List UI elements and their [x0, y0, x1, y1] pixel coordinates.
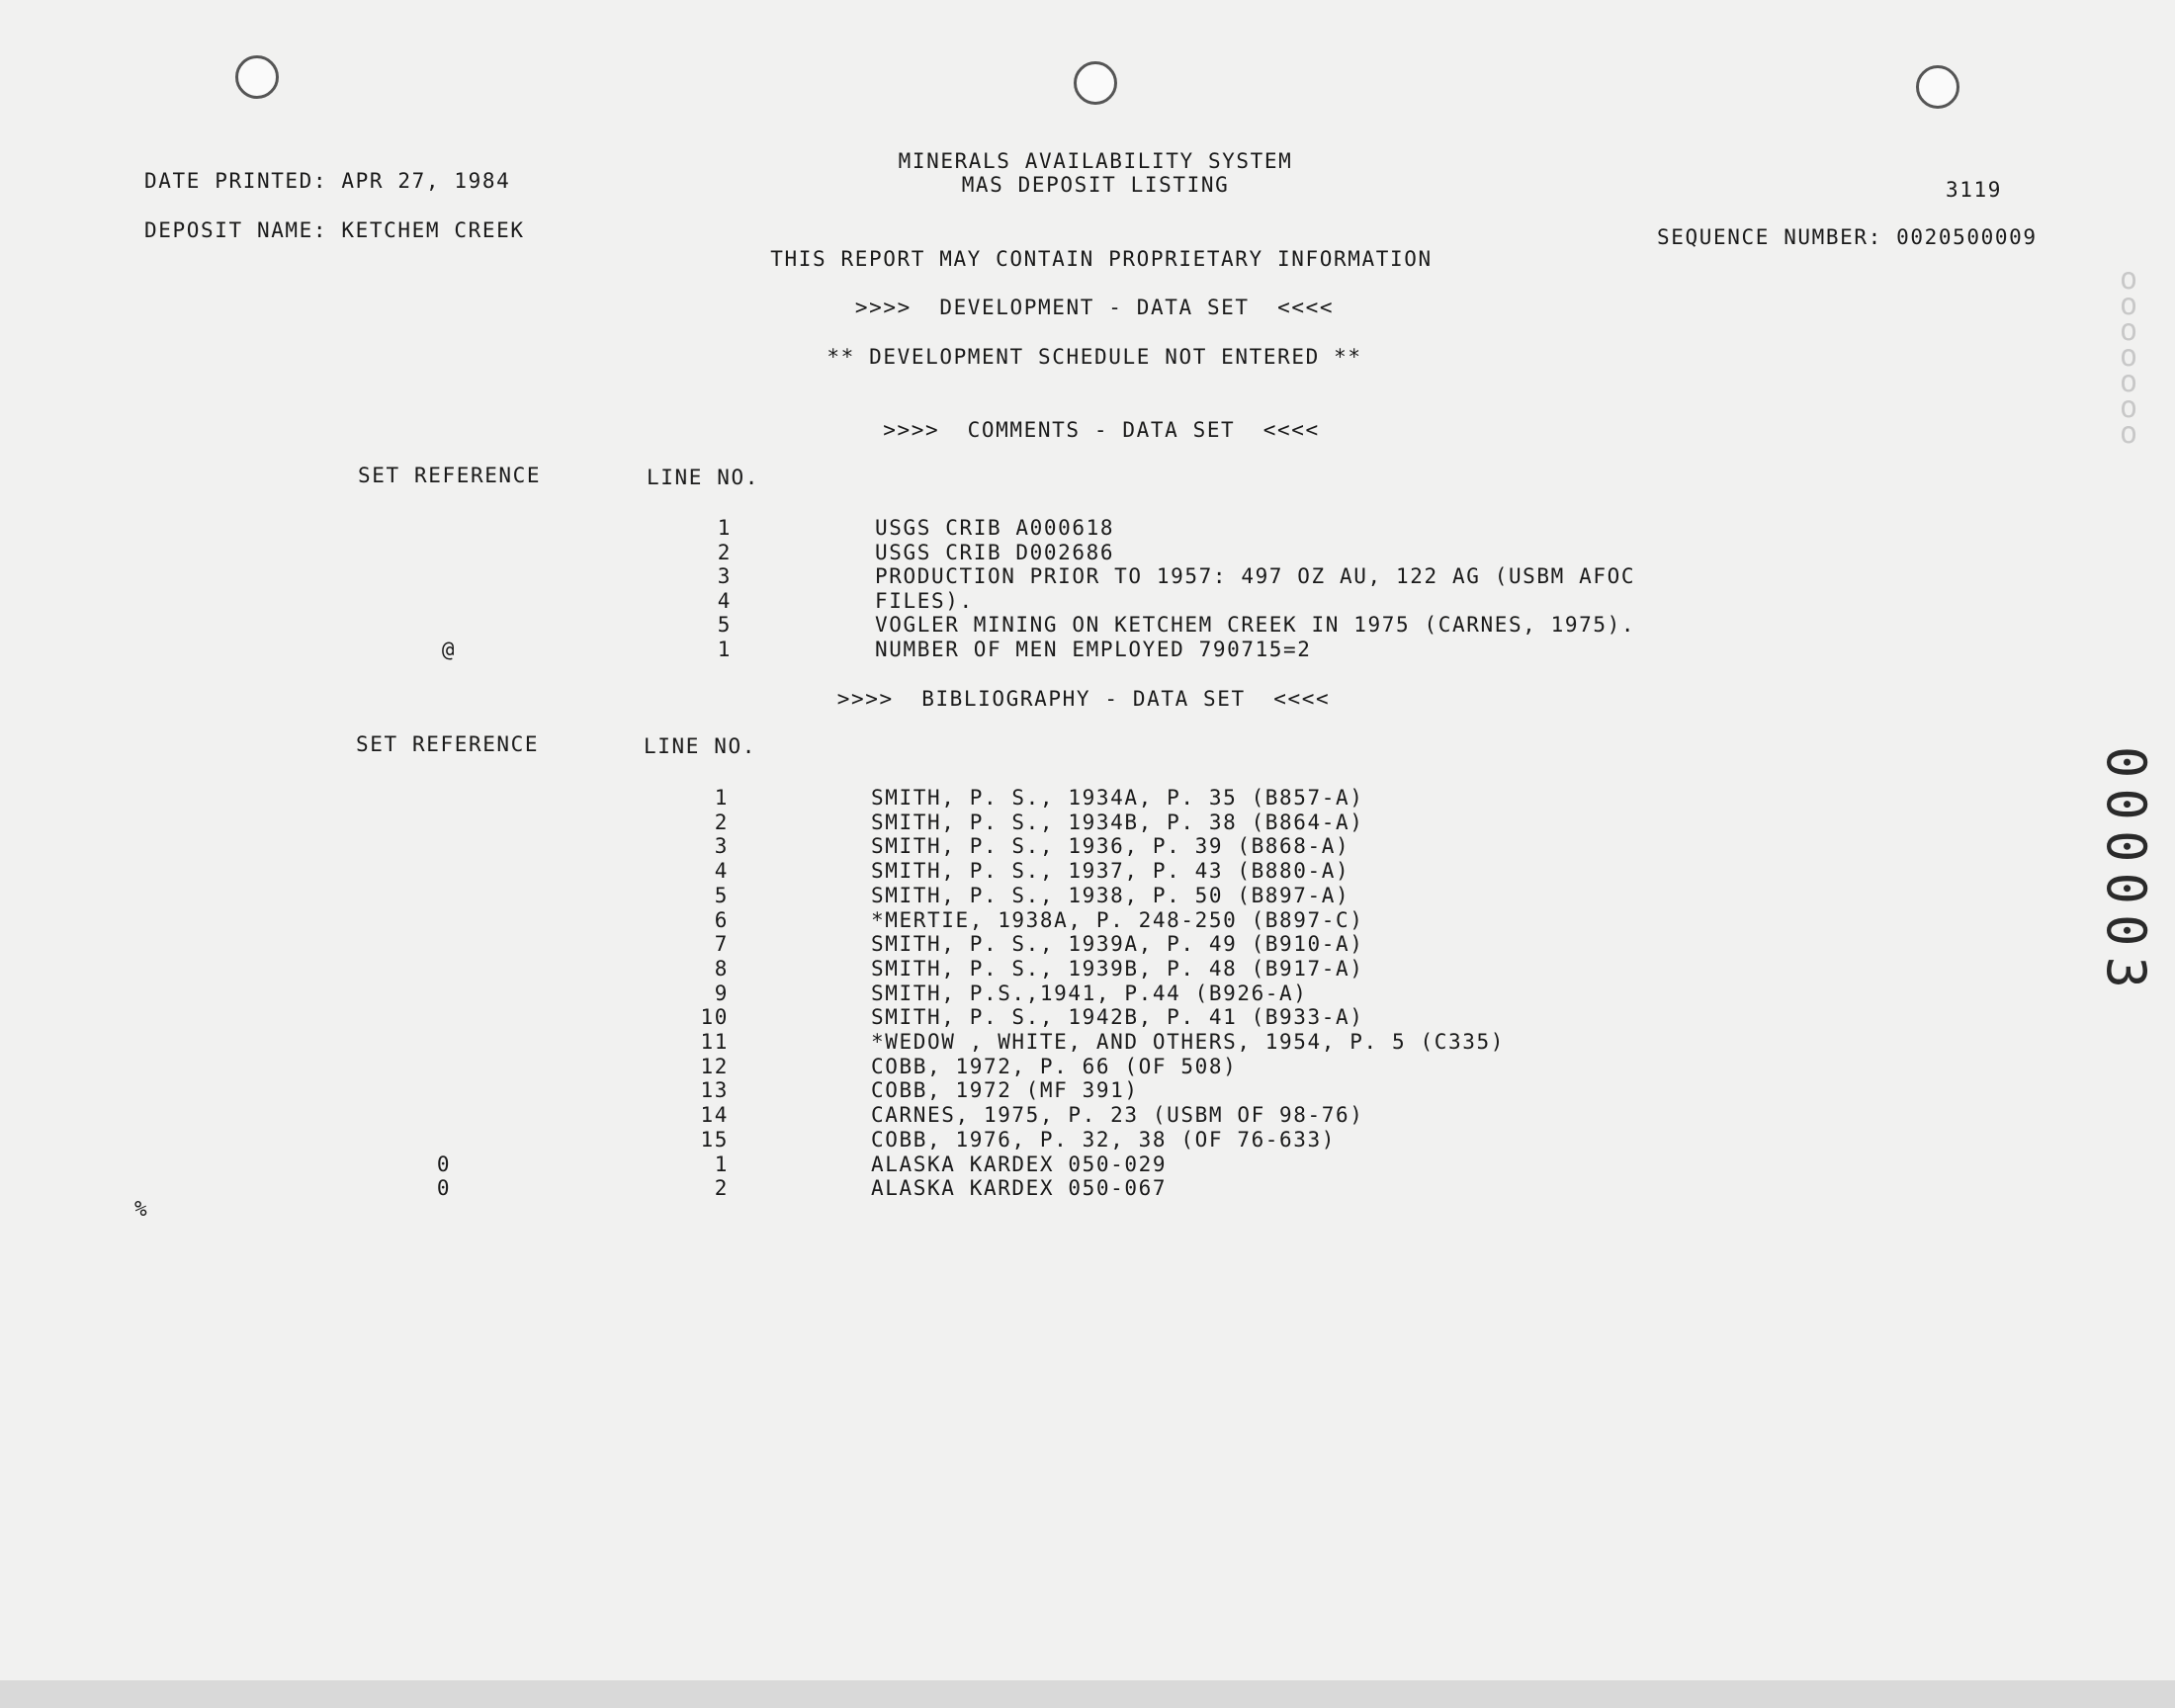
development-heading: >>>> DEVELOPMENT - DATA SET <<<< [854, 296, 1335, 319]
margin-bleedthrough: o o o o o o o [2119, 262, 2138, 451]
entry-text-cell: *WEDOW , WHITE, AND OTHERS, 1954, P. 5 (C335) [871, 1030, 1505, 1054]
line-number-cell: 6 [714, 907, 729, 932]
deposit-name: DEPOSIT NAME: KETCHEM CREEK [144, 218, 525, 242]
punch-hole-center [1074, 61, 1117, 105]
entry-text-cell: FILES). [875, 588, 974, 613]
bibliography-row [0, 834, 1681, 858]
entry-text-cell: PRODUCTION PRIOR TO 1957: 497 OZ AU, 122 AG (USBM AFOC [875, 564, 1636, 589]
line-number-cell: 1 [717, 516, 732, 540]
bibliography-row [0, 982, 1681, 1005]
bibliography-col-line-no: LINE NO. [644, 734, 756, 758]
line-number-cell: 3 [717, 564, 732, 589]
bibliography-row [0, 1055, 1681, 1078]
entry-text-cell: *MERTIE, 1938A, P. 248-250 (B897-C) [871, 907, 1364, 932]
bibliography-row [0, 908, 1681, 932]
bibliography-row [0, 957, 1681, 981]
comments-row [0, 541, 1681, 564]
line-number-cell: 2 [714, 810, 729, 834]
line-number-cell: 8 [714, 956, 729, 981]
entry-text-cell: SMITH, P.S.,1941, P.44 (B926-A) [871, 981, 1308, 1005]
page-number: 3119 [1946, 178, 2002, 202]
comments-row [0, 589, 1681, 613]
comments-heading: >>>> COMMENTS - DATA SET <<<< [883, 418, 1320, 442]
entry-text-cell: SMITH, P. S., 1942B, P. 41 (B933-A) [871, 1005, 1364, 1030]
bibliography-row [0, 1153, 1681, 1176]
line-number-cell: 2 [714, 1176, 729, 1201]
bibliography-row [0, 1030, 1681, 1054]
set-reference-cell: @ [441, 638, 457, 661]
bibliography-row [0, 1005, 1681, 1029]
development-note: ** DEVELOPMENT SCHEDULE NOT ENTERED ** [826, 345, 1362, 369]
entry-text-cell: ALASKA KARDEX 050-029 [871, 1152, 1168, 1176]
entry-text-cell: COBB, 1972 (MF 391) [871, 1078, 1139, 1103]
line-number-cell: 4 [714, 859, 729, 884]
line-number-cell: 13 [700, 1078, 729, 1103]
entry-text-cell: NUMBER OF MEN EMPLOYED 790715=2 [875, 638, 1312, 661]
bibliography-row [0, 811, 1681, 834]
comments-row [0, 638, 1681, 661]
bibliography-row [0, 1128, 1681, 1152]
bibliography-heading: >>>> BIBLIOGRAPHY - DATA SET <<<< [836, 687, 1331, 711]
line-number-cell: 5 [714, 883, 729, 907]
line-number-cell: 11 [700, 1030, 729, 1054]
line-number-cell: 1 [714, 786, 729, 810]
bibliography-row [0, 859, 1681, 883]
line-number-cell: 5 [717, 613, 732, 638]
entry-text-cell: COBB, 1972, P. 66 (OF 508) [871, 1054, 1238, 1078]
bibliography-row [0, 932, 1681, 956]
line-number-cell: 3 [714, 834, 729, 859]
line-number-cell: 12 [700, 1054, 729, 1078]
end-of-listing-mark: % [134, 1197, 149, 1221]
entry-text-cell: SMITH, P. S., 1939B, P. 48 (B917-A) [871, 956, 1364, 981]
comments-row [0, 613, 1681, 637]
line-number-cell: 1 [717, 638, 732, 661]
line-number-cell: 9 [714, 981, 729, 1005]
line-number-cell: 1 [714, 1152, 729, 1176]
entry-text-cell: SMITH, P. S., 1939A, P. 49 (B910-A) [871, 932, 1364, 957]
entry-text-cell: CARNES, 1975, P. 23 (USBM OF 98-76) [871, 1103, 1364, 1128]
bibliography-row [0, 786, 1681, 810]
line-number-cell: 14 [700, 1103, 729, 1128]
entry-text-cell: SMITH, P. S., 1934B, P. 38 (B864-A) [871, 810, 1364, 834]
sequence-number: SEQUENCE NUMBER: 0020500009 [1657, 225, 2038, 249]
comments-col-set-reference: SET REFERENCE [358, 464, 542, 487]
bibliography-row [0, 884, 1681, 907]
proprietary-notice: THIS REPORT MAY CONTAIN PROPRIETARY INFORMATION [770, 247, 1433, 271]
bibliography-row [0, 1078, 1681, 1102]
bibliography-row [0, 1176, 1681, 1200]
comments-row [0, 516, 1681, 540]
entry-text-cell: USGS CRIB D002686 [875, 540, 1115, 564]
punch-hole-left [235, 55, 279, 99]
set-reference-cell: 0 [436, 1176, 452, 1201]
entry-text-cell: VOGLER MINING ON KETCHEM CREEK IN 1975 (CARNES, 1975). [875, 613, 1636, 638]
entry-text-cell: SMITH, P. S., 1937, P. 43 (B880-A) [871, 859, 1350, 884]
set-reference-cell: 0 [436, 1152, 452, 1176]
entry-text-cell: SMITH, P. S., 1934A, P. 35 (B857-A) [871, 786, 1364, 810]
entry-text-cell: ALASKA KARDEX 050-067 [871, 1176, 1168, 1201]
date-printed: DATE PRINTED: APR 27, 1984 [144, 169, 511, 193]
listing-title: MAS DEPOSIT LISTING [961, 173, 1230, 197]
punch-hole-right [1916, 65, 1959, 109]
bibliography-row [0, 1103, 1681, 1127]
margin-stamp-number: 000003 [2095, 745, 2157, 998]
entry-text-cell: COBB, 1976, P. 32, 38 (OF 76-633) [871, 1127, 1337, 1152]
line-number-cell: 10 [700, 1005, 729, 1030]
line-number-cell: 2 [717, 540, 732, 564]
bibliography-col-set-reference: SET REFERENCE [356, 732, 540, 756]
entry-text-cell: USGS CRIB A000618 [875, 516, 1115, 540]
comments-row [0, 564, 1681, 588]
entry-text-cell: SMITH, P. S., 1936, P. 39 (B868-A) [871, 834, 1350, 859]
line-number-cell: 15 [700, 1127, 729, 1152]
line-number-cell: 7 [714, 932, 729, 957]
system-title: MINERALS AVAILABILITY SYSTEM [898, 149, 1293, 173]
entry-text-cell: SMITH, P. S., 1938, P. 50 (B897-A) [871, 883, 1350, 907]
comments-col-line-no: LINE NO. [647, 466, 759, 489]
line-number-cell: 4 [717, 588, 732, 613]
